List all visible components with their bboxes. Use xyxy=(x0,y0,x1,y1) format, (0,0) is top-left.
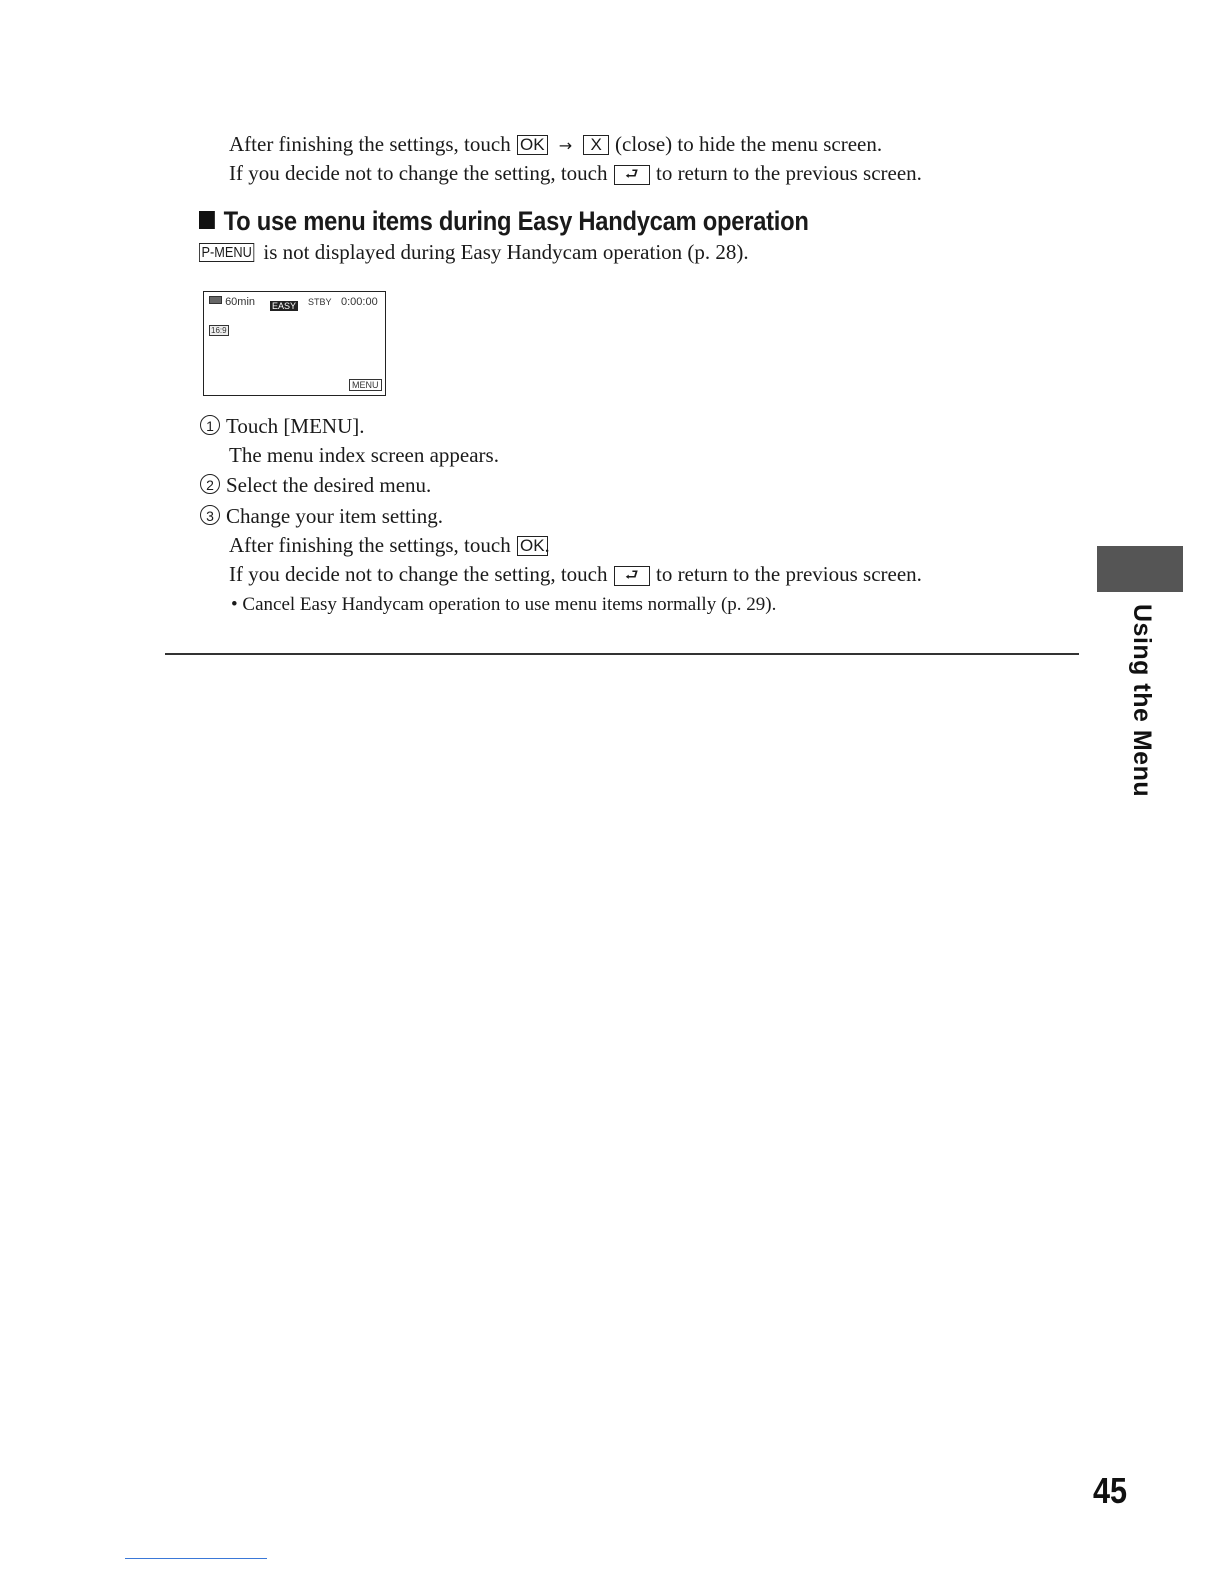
note-text: • Cancel Easy Handycam operation to use menu items normally (p. 29). xyxy=(231,594,777,615)
step-number-2: 2 xyxy=(200,474,220,494)
side-tab-block xyxy=(1097,546,1183,592)
step-2 xyxy=(200,471,431,500)
aspect-ratio-badge: 16:9 xyxy=(211,326,227,335)
ok-button-icon: OK xyxy=(517,135,548,155)
step-number-3: 3 xyxy=(200,505,220,525)
lcd-screen-illustration xyxy=(203,291,386,396)
footer-line xyxy=(125,1558,267,1559)
status-text: STBY xyxy=(308,297,332,307)
section-divider xyxy=(165,653,1079,655)
intro-text: After finishing the settings, touch xyxy=(229,132,511,156)
time-counter: 0:00:00 xyxy=(341,296,378,308)
close-button-icon: X xyxy=(583,135,608,155)
step-1-detail: The menu index screen appears. xyxy=(229,443,499,467)
intro-text-after: to return to the previous screen. xyxy=(655,161,922,185)
return-button-icon: ⮐ xyxy=(614,165,650,185)
step-3 xyxy=(200,502,443,531)
step-3-detail-2: If you decide not to change the setting, touch ⮐ to return to the previous screen. xyxy=(229,562,922,586)
intro-text: If you decide not to change the setting, touch xyxy=(229,161,608,185)
section-title: To use menu items during Easy Handycam operation xyxy=(223,206,809,236)
battery-icon xyxy=(209,296,222,304)
step-3-detail-1: After finishing the settings, touch OK. xyxy=(229,533,550,557)
easy-badge: EASY xyxy=(272,301,297,311)
p-menu-button-icon: P-MENU xyxy=(199,243,254,262)
step-1 xyxy=(200,412,365,441)
intro-line-2 xyxy=(229,159,922,188)
step-text: Touch [MENU]. xyxy=(226,414,365,438)
intro-text-after: (close) to hide the menu screen. xyxy=(615,132,883,156)
section-desc-text: is not displayed during Easy Handycam operation (p. 28). xyxy=(263,240,749,264)
step-number-1: 1 xyxy=(200,415,220,435)
return-button-icon: ⮐ xyxy=(614,566,650,586)
bullet-square-icon xyxy=(199,211,215,229)
ok-button-icon: OK xyxy=(517,536,548,556)
section-description xyxy=(199,238,749,267)
menu-button[interactable]: MENU xyxy=(349,375,382,393)
battery-indicator: 60min xyxy=(209,296,255,308)
step-text: Select the desired menu. xyxy=(226,473,432,497)
intro-line-1 xyxy=(229,130,882,160)
page-number: 45 xyxy=(1093,1470,1128,1511)
side-tab-label: Using the Menu xyxy=(1128,604,1156,798)
arrow-right-icon: → xyxy=(558,136,573,155)
section-heading xyxy=(199,206,892,237)
step-text: Change your item setting. xyxy=(226,504,443,528)
